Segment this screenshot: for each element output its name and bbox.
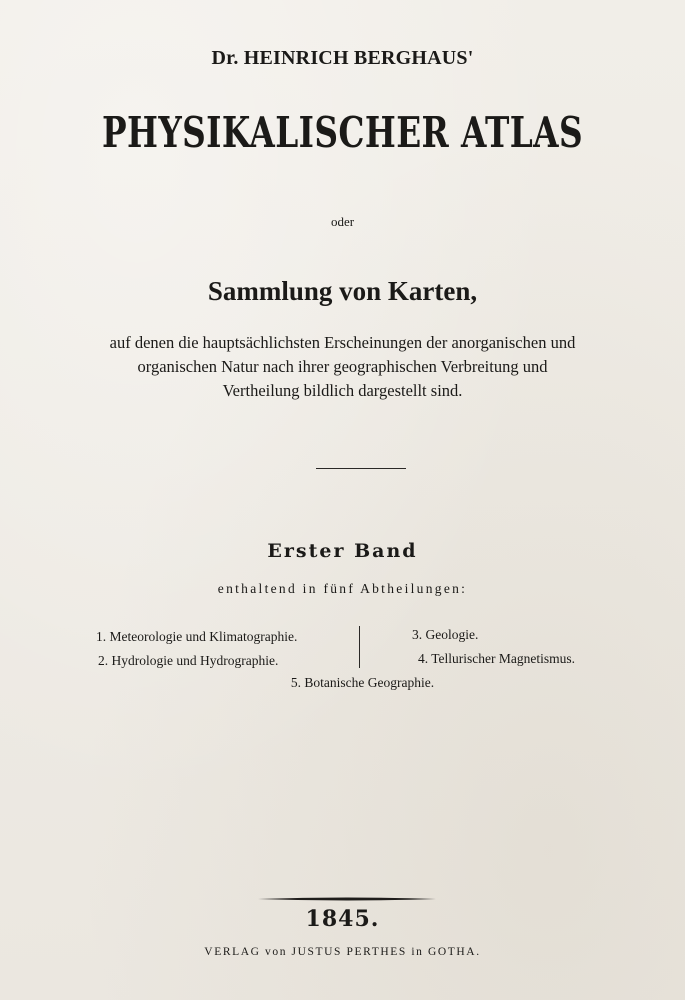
publisher-line: VERLAG von JUSTUS PERTHES in GOTHA.	[204, 946, 481, 958]
book-title: PHYSIKALISCHER ATLAS	[101, 108, 584, 157]
section-item: 2. Hydrologie und Hydrographie.	[98, 653, 279, 668]
separator-rule	[316, 468, 406, 469]
author-line: Dr. HEINRICH BERGHAUS'	[211, 47, 474, 69]
section-item: 4. Tellurischer Magnetismus.	[418, 651, 576, 666]
book-subtitle: Sammlung von Karten,	[207, 276, 478, 306]
description-line: Vertheilung bildlich dargestellt sind.	[222, 381, 463, 400]
publication-year: 1845.	[305, 906, 380, 932]
section-item: 1. Meteorologie und Klimatographie.	[96, 629, 298, 644]
description-line: auf denen die hauptsächlichsten Erscheinungen der anorganischen und	[109, 333, 576, 352]
section-item: 3. Geologie.	[412, 627, 479, 642]
volume-heading: Erster Band	[267, 540, 418, 562]
conjunction-oder: oder	[330, 214, 355, 229]
ornamental-rule	[258, 896, 436, 902]
description-block	[0, 331, 685, 403]
section-item: 5. Botanische Geographie.	[290, 675, 435, 690]
contents-intro: enthaltend in fünf Abtheilungen:	[217, 581, 468, 596]
description-line: organischen Natur nach ihrer geographischen Verbreitung und	[137, 357, 548, 376]
column-divider	[359, 626, 360, 668]
